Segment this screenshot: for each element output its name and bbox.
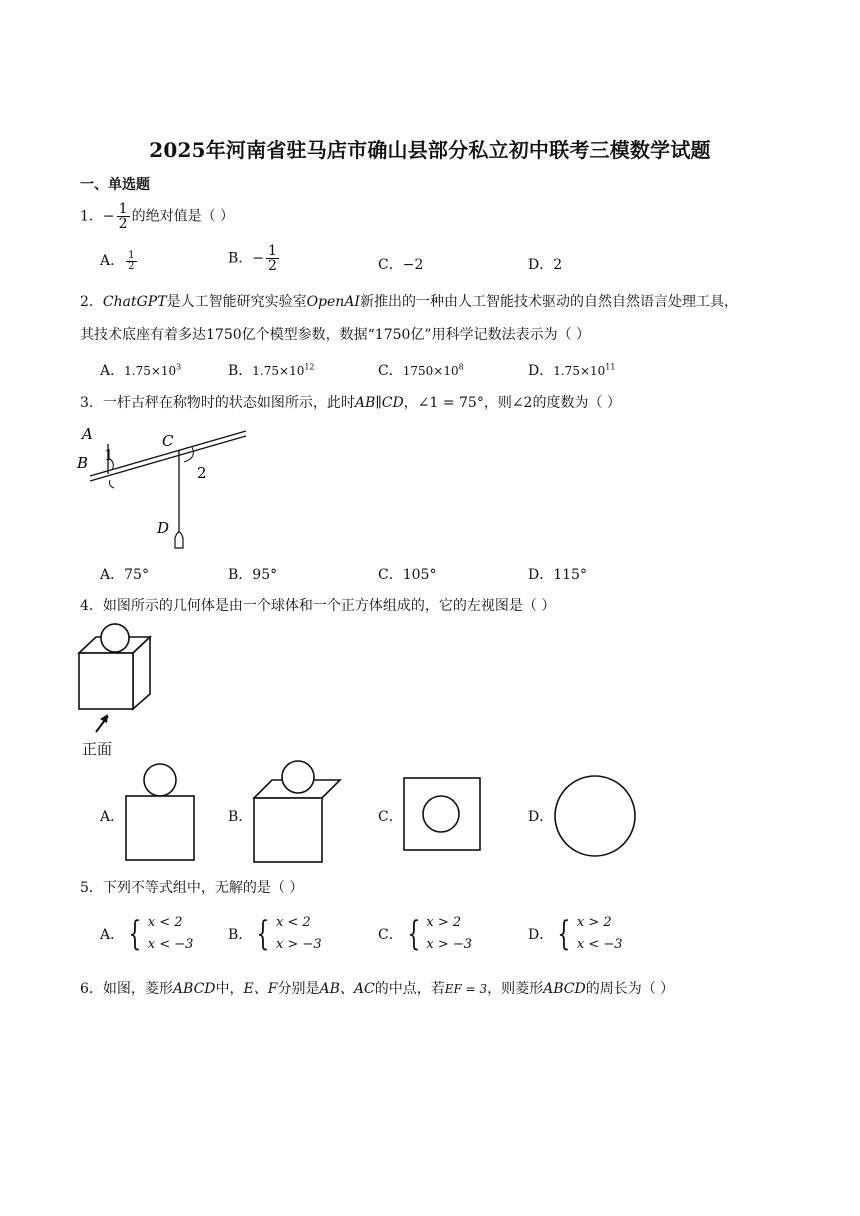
q1-option-a-label: A． [100, 253, 125, 269]
q3-option-b-label: B． [228, 567, 253, 583]
q2-option-b-base: 1.75×10 [252, 364, 305, 378]
q2-option-d-base: 1.75×10 [553, 364, 606, 378]
q3-option-d-value: 115° [553, 567, 587, 583]
q6-number: 6． [80, 981, 103, 997]
q3-text-1: 一杆古秤在称物时的状态如图所示，此时 [102, 395, 355, 411]
q3-label-b: B [77, 454, 89, 472]
q1-option-a[interactable] [100, 250, 139, 272]
q1-option-b-fraction [266, 244, 279, 273]
q2-option-d-label: D． [528, 363, 554, 379]
q3-option-d-label: D． [528, 567, 554, 583]
q5-option-a[interactable] [100, 912, 193, 956]
q1-frac-num: 1 [118, 201, 128, 217]
q1-b-num: 1 [268, 243, 277, 259]
q6-abcd-2: ABCD [543, 981, 586, 997]
q1-text: 的绝对值是（ ） [131, 208, 235, 225]
q2-option-b-label: B． [228, 363, 253, 379]
q3-angle-arc-b [110, 480, 115, 488]
q6-text-6: 的周长为（ ） [585, 981, 675, 997]
q2-option-d[interactable] [528, 360, 615, 380]
q3-weight [175, 532, 183, 548]
q3-option-a[interactable] [100, 564, 149, 584]
q1-option-d-label: D． [528, 257, 554, 273]
q5-b-row-2: x > −3 [275, 937, 322, 952]
q5-d-row-2: x < −3 [576, 937, 623, 952]
q5-option-b[interactable] [228, 912, 322, 956]
q1-a-num: 1 [128, 249, 135, 261]
q4-option-a-figure[interactable] [124, 762, 196, 862]
q3-option-a-value: 75° [124, 567, 149, 583]
q1-option-b-label: B． [228, 250, 253, 267]
q4-a-square [126, 796, 194, 860]
q2-option-b[interactable] [228, 360, 315, 380]
q1-frac-den: 2 [118, 216, 128, 232]
q6-text-1: 如图，菱形 [102, 981, 173, 997]
q1-option-d-value: 2 [553, 257, 563, 273]
q2-option-c-base: 1750×10 [402, 364, 459, 378]
q4-c-circle [423, 796, 459, 832]
q3-angle-2-arc [184, 447, 193, 462]
q5-c-row-1: x > 2 [426, 915, 462, 930]
q5-option-d[interactable] [528, 912, 623, 956]
q2-text-b: 新推出的一种由人工智能技术驱动的自然自然语言处理工具， [359, 294, 738, 310]
q2-option-a-label: A． [100, 363, 125, 379]
q2-number: 2． [80, 294, 103, 310]
q4-option-d-figure[interactable] [552, 774, 638, 858]
q3-option-c-value: 105° [402, 567, 437, 583]
q1-option-c-label: C． [378, 257, 403, 273]
q1-number: 1． [80, 208, 103, 225]
page-title: 2025年河南省驻马店市确山县部分私立初中联考三模数学试题 [149, 138, 711, 162]
q6-ef: E、F [243, 981, 278, 997]
q4-b-cube-front [254, 798, 322, 862]
q4-option-b-label[interactable]: B． [228, 809, 253, 825]
q4-sphere-front [101, 624, 129, 652]
q5-option-b-label: B． [228, 927, 253, 943]
q3-option-c[interactable] [378, 564, 436, 584]
q5-a-row-2: x < −3 [147, 937, 194, 952]
q1-option-c[interactable] [378, 254, 423, 274]
q5-c-row-2: x > −3 [426, 937, 473, 952]
q5-a-row-1: x < 2 [147, 915, 183, 930]
question-1 [80, 202, 234, 231]
q5-a-brace: { [128, 914, 142, 954]
section-heading: 一、单选题 [80, 177, 150, 193]
q3-label-2: 2 [197, 464, 207, 482]
q6-ab-ac: AB、AC [319, 981, 375, 997]
q3-steelyard-figure [74, 420, 254, 555]
q4-option-d-label[interactable]: D． [528, 809, 554, 825]
q4-text: 如图所示的几何体是由一个球体和一个正方体组成的，它的左视图是（ ） [102, 598, 556, 614]
q1-option-b-minus: − [252, 250, 265, 267]
q4-front-label: 正面 [82, 740, 113, 758]
q6-text-4: 的中点，若 [374, 981, 445, 997]
q4-option-a-label[interactable]: A． [100, 809, 125, 825]
q3-text-3: ，则 [483, 395, 512, 411]
q3-parallel: AB∥CD [354, 395, 404, 411]
q5-option-c[interactable] [378, 912, 472, 956]
q4-cube-front [79, 653, 133, 709]
q6-text-2: 中， [215, 981, 244, 997]
q1-option-d[interactable] [528, 254, 562, 274]
q2-option-a-base: 1.75×10 [124, 364, 177, 378]
q1-b-den: 2 [268, 258, 277, 274]
q4-option-b-figure[interactable] [252, 758, 344, 864]
q5-number: 5． [80, 880, 103, 896]
q5-option-d-label: D． [528, 927, 554, 943]
q2-option-d-exp: 11 [605, 362, 616, 372]
q3-option-d[interactable] [528, 564, 587, 584]
q5-option-a-label: A． [100, 927, 125, 943]
q3-label-1: 1 [104, 446, 114, 464]
q3-option-b-value: 95° [252, 567, 278, 583]
q2-option-a[interactable] [100, 360, 181, 380]
q4-option-c-figure[interactable] [402, 776, 482, 852]
q6-equation: EF = 3 [444, 982, 488, 996]
q3-label-d: D [157, 519, 170, 537]
q3-text-2: ， [403, 395, 418, 411]
q1-option-b[interactable] [228, 244, 281, 273]
q5-b-brace: { [256, 914, 270, 954]
q2-option-a-exp: 3 [176, 362, 182, 372]
q2-line-2: 其技术底座有着多达1750亿个模型参数，数据“1750亿”用科学记数法表示为（ ） [80, 327, 591, 343]
q3-option-a-label: A． [100, 567, 125, 583]
q2-option-c[interactable] [378, 360, 464, 380]
question-6 [80, 979, 674, 999]
q5-option-c-label: C． [378, 927, 403, 943]
q2-text-a: 是人工智能研究实验室 [166, 294, 307, 310]
q3-number: 3． [80, 395, 103, 411]
question-2 [80, 292, 738, 312]
question-5 [80, 878, 303, 898]
q6-text-5: ，则菱形 [487, 981, 544, 997]
q4-solid-figure [74, 618, 160, 742]
q5-d-brace: { [557, 914, 571, 954]
q1-fraction [117, 202, 130, 231]
q2-option-c-label: C． [378, 363, 403, 379]
q5-d-row-1: x > 2 [576, 915, 612, 930]
q4-option-c-label[interactable]: C． [378, 809, 403, 825]
q2-openai: OpenAI [306, 294, 360, 310]
q5-b-row-1: x < 2 [275, 915, 311, 930]
q5-text: 下列不等式组中，无解的是（ ） [102, 880, 304, 896]
q3-label-a: A [82, 425, 93, 443]
q6-text-3: 分别是 [277, 981, 320, 997]
q1-minus: − [102, 208, 115, 225]
q5-c-brace: { [407, 914, 421, 954]
q2-option-c-exp: 8 [458, 362, 464, 372]
q3-option-c-label: C． [378, 567, 403, 583]
q6-abcd: ABCD [172, 981, 216, 997]
q1-option-c-value: −2 [402, 257, 424, 273]
q2-option-b-exp: 12 [304, 362, 315, 372]
q1-a-den: 2 [128, 260, 135, 272]
q3-angle-1: ∠1 = 75° [417, 395, 484, 411]
q3-angle-2: ∠2 [511, 395, 533, 411]
question-4 [80, 596, 555, 616]
q4-d-circle [555, 776, 635, 856]
q3-label-c: C [162, 432, 174, 450]
q2-chatgpt: ChatGPT [102, 294, 167, 310]
q1-option-a-fraction [126, 251, 136, 272]
question-3 [80, 393, 621, 413]
q4-a-circle [144, 764, 176, 796]
q3-option-b[interactable] [228, 564, 277, 584]
q3-text-4: 的度数为（ ） [532, 395, 621, 411]
q4-number: 4． [80, 598, 103, 614]
q4-b-sphere [282, 761, 314, 793]
